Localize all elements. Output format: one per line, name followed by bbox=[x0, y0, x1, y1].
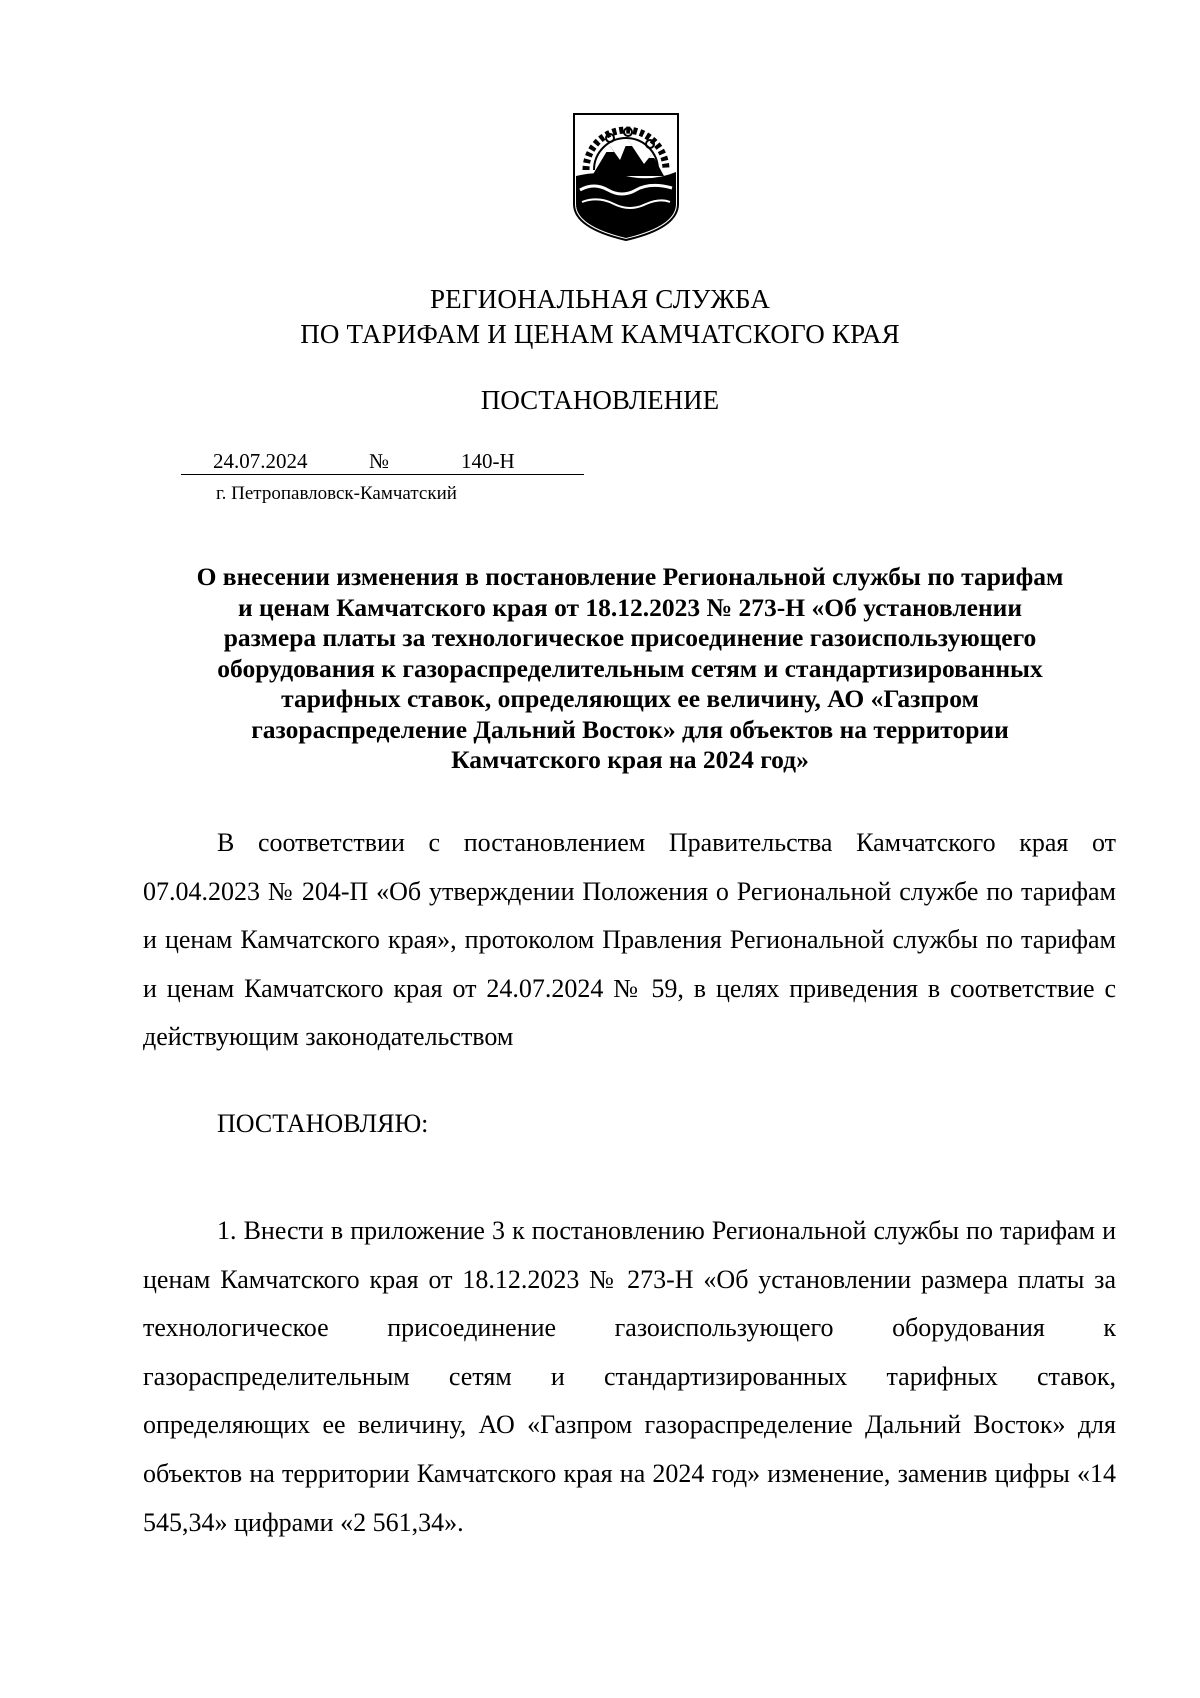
title-line: и ценам Камчатского края от 18.12.2023 № 273-Н «Об установлении bbox=[237, 592, 1023, 622]
organization-name bbox=[0, 282, 1200, 352]
document-number: 140-Н bbox=[461, 449, 515, 473]
title-line: Камчатского края на 2024 год» bbox=[451, 745, 809, 774]
decree-word: ПОСТАНОВЛЯЮ: bbox=[217, 1109, 429, 1138]
date-underline bbox=[181, 474, 364, 475]
document-title bbox=[140, 562, 1120, 776]
document-date: 24.07.2024 bbox=[213, 449, 308, 473]
title-line: тарифных ставок, определяющих ее величину, АО «Газпром bbox=[281, 684, 979, 713]
item-1-paragraph: 1. Внести в приложение 3 к постановлению Региональной службы по тарифам и ценам Камчатского края от 18.12.2023 № 273-Н «Об установлении размера платы за технологическое присоединение газоиспользующего оборудования к газораспределительным сетям и стандартизированных тарифных ставок, определяющих ее величину, АО «Газпром газораспределение Дальний Восток» для объектов на территории Камчатского края на 2024 год» изменение, заменив цифры «14 545,34» цифрами «2 561,34». bbox=[143, 1216, 1116, 1537]
organization-name-line-1: РЕГИОНАЛЬНАЯ СЛУЖБА bbox=[429, 284, 771, 314]
title-line: оборудования к газораспределительным сетям и стандартизированных bbox=[217, 653, 1043, 683]
preamble-paragraph: В соответствии с постановлением Правительства Камчатского края от 07.04.2023 № 204-П «Об утверждении Положения о Региональной службе по тарифам и ценам Камчатского края», протоколом Правления Региональной службы по тарифам и ценам Камчатского края от 24.07.2024 № 59, в целях приведения в соответствие с действующим законодательством bbox=[143, 828, 1116, 1052]
number-sign-underline bbox=[364, 474, 407, 475]
title-line: газораспределение Дальний Восток» для объектов на территории bbox=[251, 714, 1009, 744]
document-type: ПОСТАНОВЛЕНИЕ bbox=[480, 385, 720, 415]
number-underline bbox=[407, 474, 584, 475]
kamchatka-coat-of-arms-icon bbox=[572, 112, 680, 242]
issue-city: г. Петропавловск-Камчатский bbox=[216, 483, 457, 504]
number-sign: № bbox=[369, 449, 390, 473]
title-line: размера платы за технологическое присоединение газоиспользующего bbox=[223, 623, 1037, 652]
title-line: О внесении изменения в постановление Региональной службы по тарифам bbox=[196, 562, 1064, 591]
organization-name-line-2: ПО ТАРИФАМ И ЦЕНАМ КАМЧАТСКОГО КРАЯ bbox=[300, 319, 900, 349]
